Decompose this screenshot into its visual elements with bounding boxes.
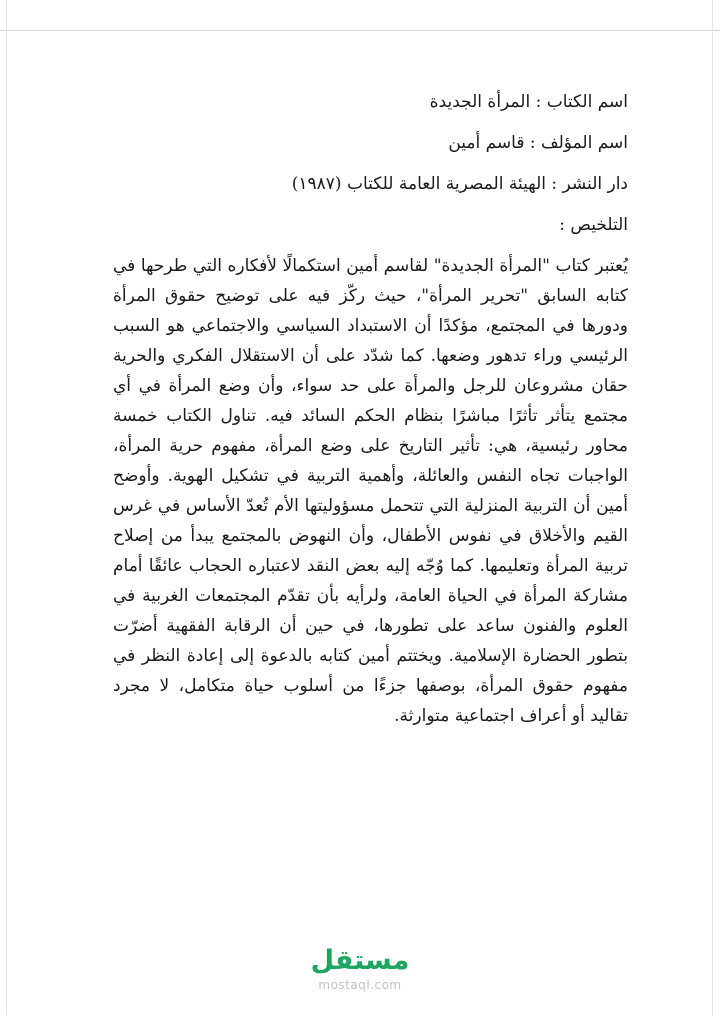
- publisher-line: دار النشر : الهيئة المصرية العامة للكتاب (١٩٨٧): [291, 174, 628, 194]
- summary-label: التلخيص :: [559, 215, 628, 235]
- summary-paragraph: يُعتبر كتاب "المرأة الجديدة" لقاسم أمين استكمالًا لأفكاره التي طرحها في كتابه السابق "تحرير المرأة"، حيث ركّز فيه على توضيح حقوق المرأة ودورها في المجتمع، مؤكدًا أن الاستبداد السياسي والاجتماعي هو السبب الرئيسي وراء تدهور وضعها. كما شدّد على أن الاستقلال الفكري والحرية حقان مشروعان للرجل والمرأة على حد سواء، وأن وضع المرأة في أي مجتمع يتأثر تأثرًا مباشرًا بنظام الحكم السائد فيه. تناول الكتاب خمسة محاور رئيسية، هي: تأثير التاريخ على وضع المرأة، مفهوم حرية المرأة، الواجبات تجاه النفس والعائلة، وأهمية التربية في تشكيل الهوية. وأوضح أمين أن التربية المنزلية التي تتحمل مسؤوليتها الأم تُعدّ الأساس في غرس القيم والأخلاق في نفوس الأطفال، وأن النهوض بالمجتمع يبدأ من إصلاح تربية المرأة وتعليمها. كما وُجّه إليه بعض النقد لاعتباره الحجاب عائقًا أمام مشاركة المرأة في الحياة العامة، ولرأيه بأن تقدّم المجتمعات الغربية في العلوم والفنون ساعد على تطورها، في حين أن الرقابة الفقهية أضرّت بتطور الحضارة الإسلامية. ويختتم أمين كتابه بالدعوة إلى إعادة النظر في مفهوم حقوق المرأة، بوصفها جزءًا من أسلوب حياة متكامل، لا مجرد تقاليد أو أعراف اجتماعية متوارثة.: [113, 256, 629, 726]
- page-frame-top-line: [0, 30, 720, 31]
- mostaql-logo: مستقل: [310, 945, 410, 976]
- page-frame-left-line: [6, 0, 7, 1015]
- book-title-line: اسم الكتاب : المرأة الجديدة: [429, 92, 628, 112]
- mostaql-url: mostaql.com: [318, 978, 402, 992]
- page-frame-right-line: [712, 0, 713, 1015]
- document-content: [113, 90, 628, 731]
- mostaql-watermark: [311, 946, 410, 993]
- author-line: اسم المؤلف : قاسم أمين: [448, 133, 628, 153]
